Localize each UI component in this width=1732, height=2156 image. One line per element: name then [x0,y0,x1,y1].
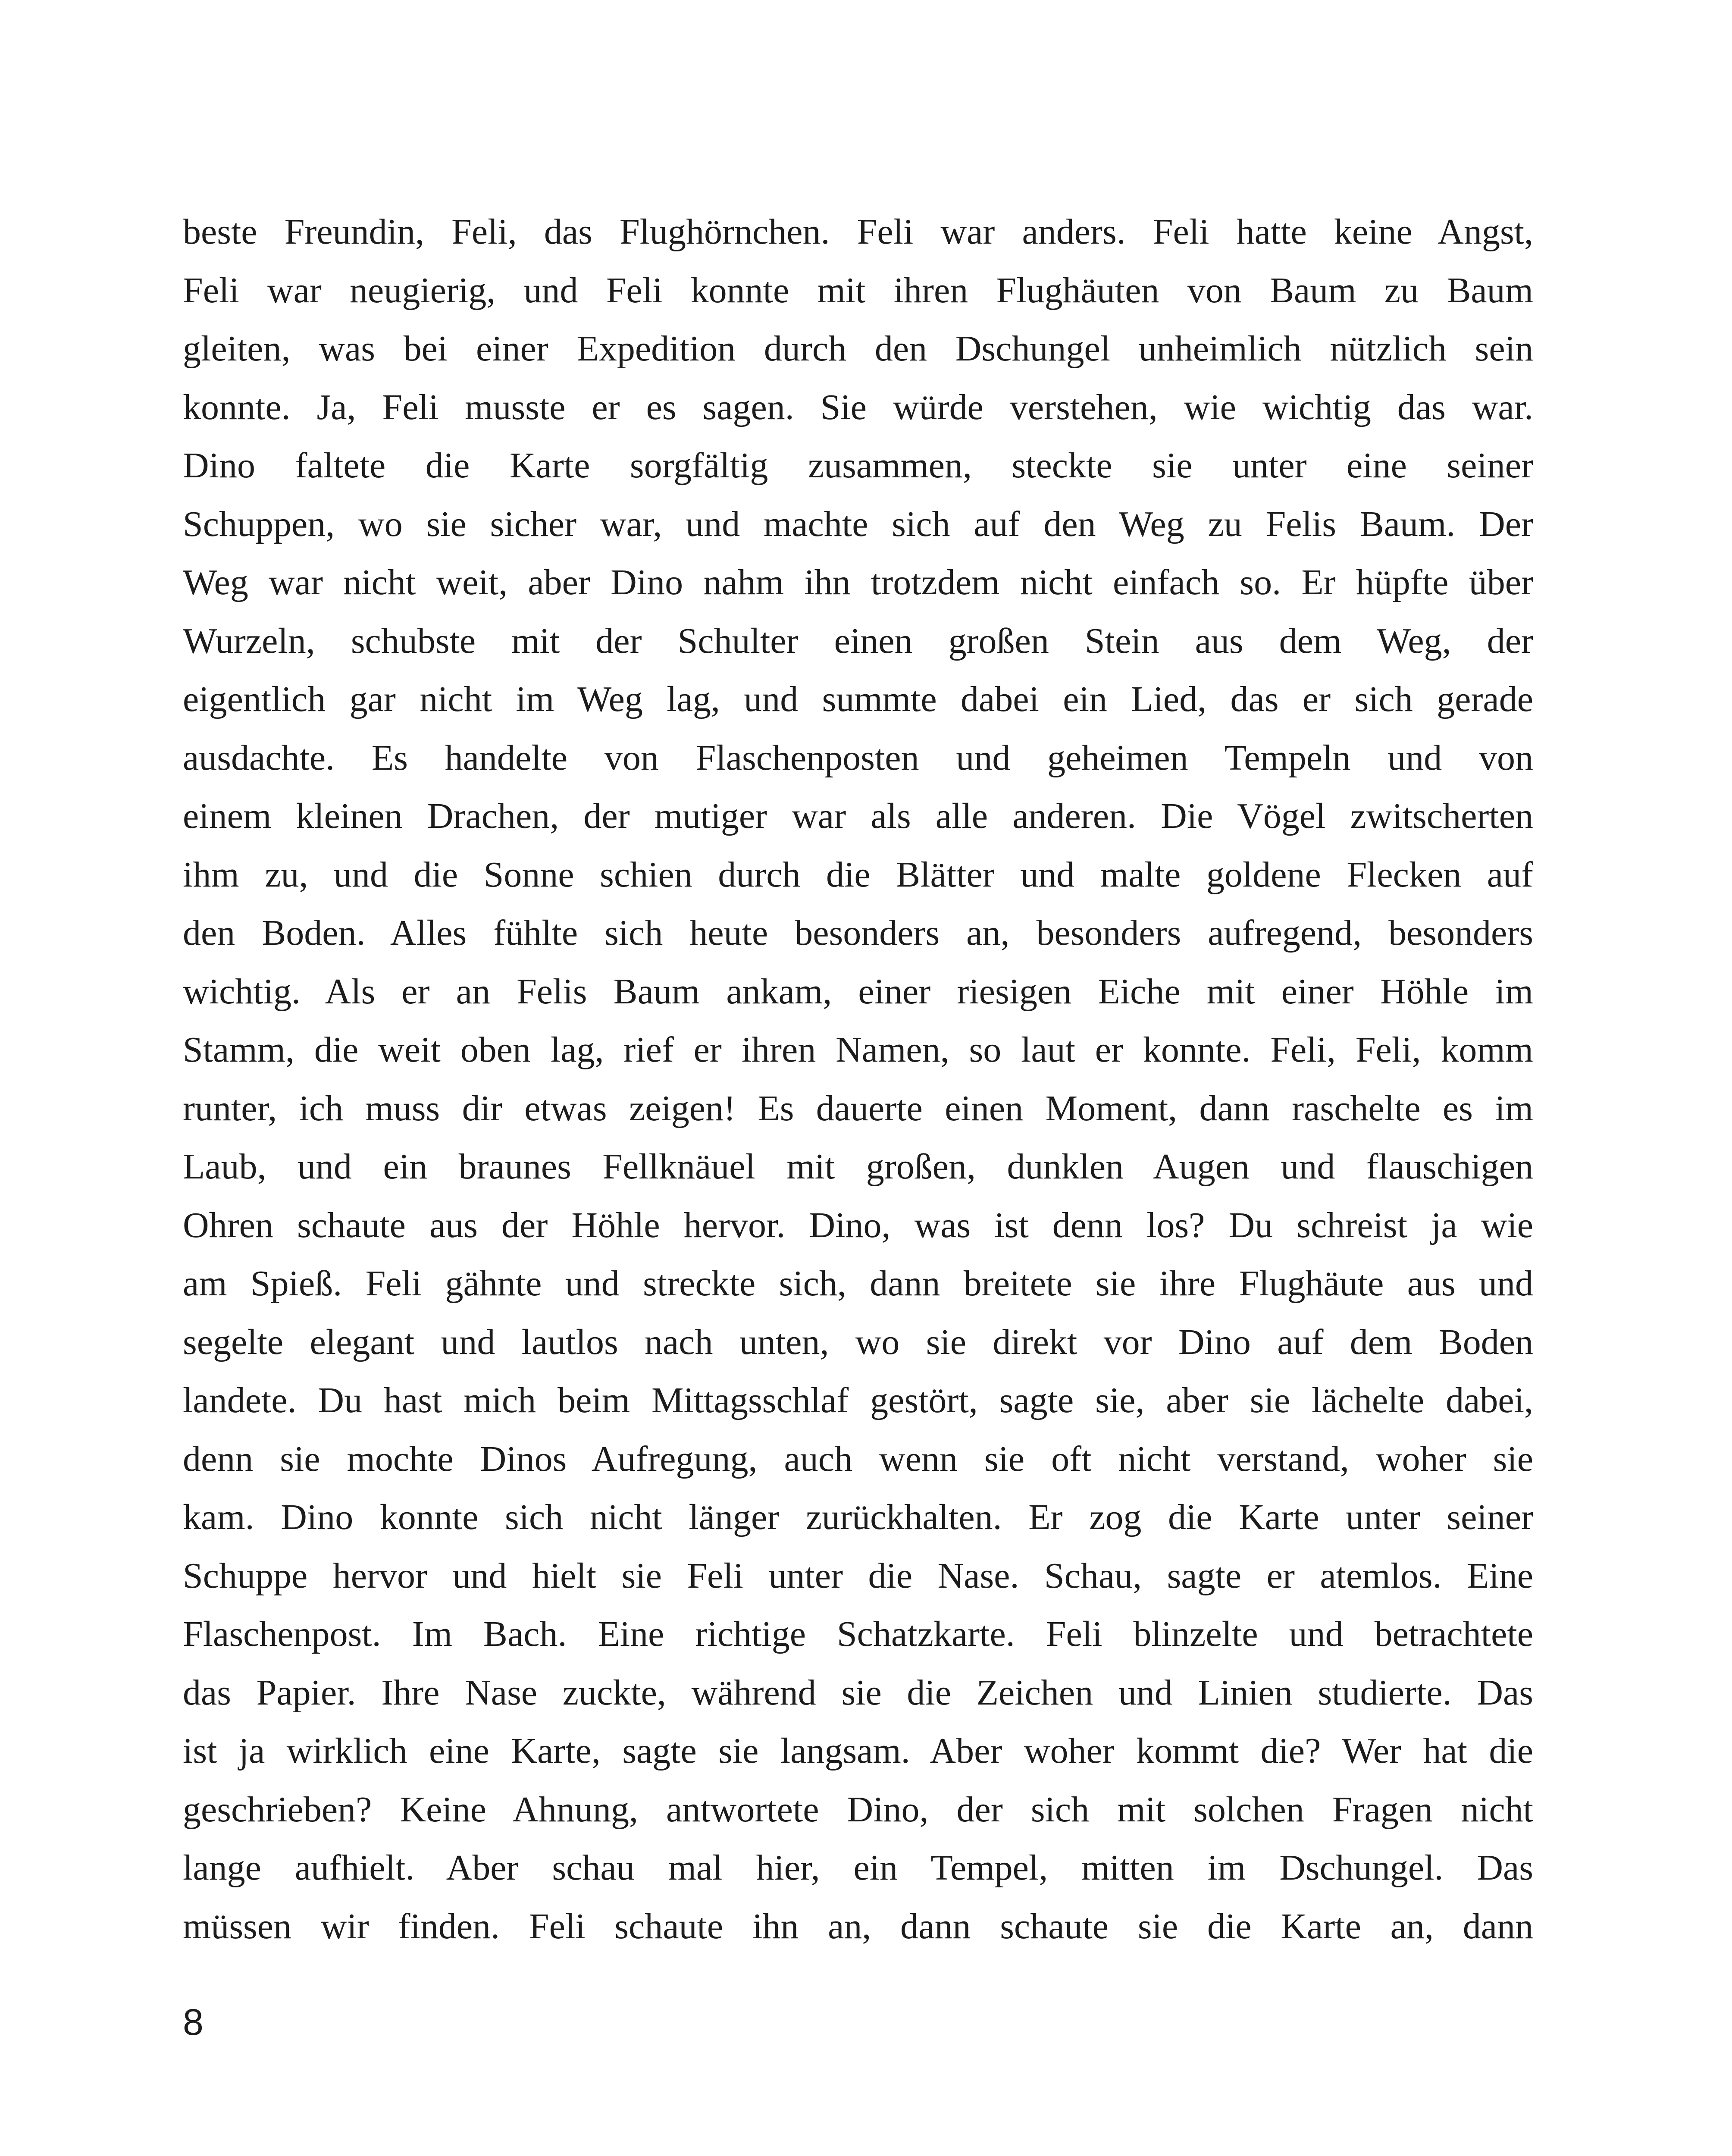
text-line: wichtig. Als er an Felis Baum ankam, einer riesigen Eiche mit einer Höhle im [183,971,1533,1012]
text-line: am Spieß. Feli gähnte und streckte sich, dann breitete sie ihre Flughäute aus und [183,1263,1533,1304]
text-line: geschrieben? Keine Ahnung, antwortete Dino, der sich mit solchen Fragen nicht [183,1789,1533,1830]
text-line: Weg war nicht weit, aber Dino nahm ihn trotzdem nicht einfach so. Er hüpfte über [183,562,1533,602]
text-line: kam. Dino konnte sich nicht länger zurückhalten. Er zog die Karte unter seiner [183,1497,1533,1537]
text-line: Laub, und ein braunes Fellknäuel mit großen, dunklen Augen und flauschigen [183,1147,1533,1187]
text-line: ist ja wirklich eine Karte, sagte sie langsam. Aber woher kommt die? Wer hat die [183,1731,1533,1771]
text-line: eigentlich gar nicht im Weg lag, und summte dabei ein Lied, das er sich gerade [183,679,1533,719]
text-line: Stamm, die weit oben lag, rief er ihren Namen, so laut er konnte. Feli, Feli, komm [183,1030,1533,1070]
text-line: das Papier. Ihre Nase zuckte, während sie die Zeichen und Linien studierte. Das [183,1672,1533,1713]
text-line: Ohren schaute aus der Höhle hervor. Dino, was ist denn los? Du schreist ja wie [183,1205,1533,1245]
text-line: landete. Du hast mich beim Mittagsschlaf gestört, sagte sie, aber sie lächelte dabei, [183,1380,1533,1420]
text-line: Flaschenpost. Im Bach. Eine richtige Schatzkarte. Feli blinzelte und betrachtete [183,1614,1533,1654]
text-line: gleiten, was bei einer Expedition durch den Dschungel unheimlich nützlich sein [183,329,1533,369]
text-line: müssen wir finden. Feli schaute ihn an, dann schaute sie die Karte an, dann [183,1906,1533,1946]
text-line: ihm zu, und die Sonne schien durch die Blätter und malte goldene Flecken auf [183,854,1533,895]
body-text [183,203,1533,1955]
text-line: segelte elegant und lautlos nach unten, wo sie direkt vor Dino auf dem Boden [183,1322,1533,1362]
text-line: denn sie mochte Dinos Aufregung, auch wenn sie oft nicht verstand, woher sie [183,1438,1533,1479]
text-line: konnte. Ja, Feli musste er es sagen. Sie würde verstehen, wie wichtig das war. [183,387,1533,427]
text-line: Feli war neugierig, und Feli konnte mit ihren Flughäuten von Baum zu Baum [183,270,1533,310]
text-line: den Boden. Alles fühlte sich heute besonders an, besonders aufregend, besonders [183,913,1533,953]
page-number: 8 [183,2002,204,2043]
text-line: einem kleinen Drachen, der mutiger war als alle anderen. Die Vögel zwitscherten [183,796,1533,836]
text-line: ausdachte. Es handelte von Flaschenposten und geheimen Tempeln und von [183,737,1533,778]
text-line: lange aufhielt. Aber schau mal hier, ein Tempel, mitten im Dschungel. Das [183,1848,1533,1888]
text-line: beste Freundin, Feli, das Flughörnchen. Feli war anders. Feli hatte keine Angst, [183,212,1533,252]
text-line: Wurzeln, schubste mit der Schulter einen großen Stein aus dem Weg, der [183,620,1533,661]
text-line: Dino faltete die Karte sorgfältig zusammen, steckte sie unter eine seiner [183,445,1533,486]
text-line: Schuppen, wo sie sicher war, und machte sich auf den Weg zu Felis Baum. Der [183,504,1533,544]
text-line: runter, ich muss dir etwas zeigen! Es dauerte einen Moment, dann raschelte es im [183,1088,1533,1128]
text-line: Schuppe hervor und hielt sie Feli unter die Nase. Schau, sagte er atemlos. Eine [183,1555,1533,1596]
